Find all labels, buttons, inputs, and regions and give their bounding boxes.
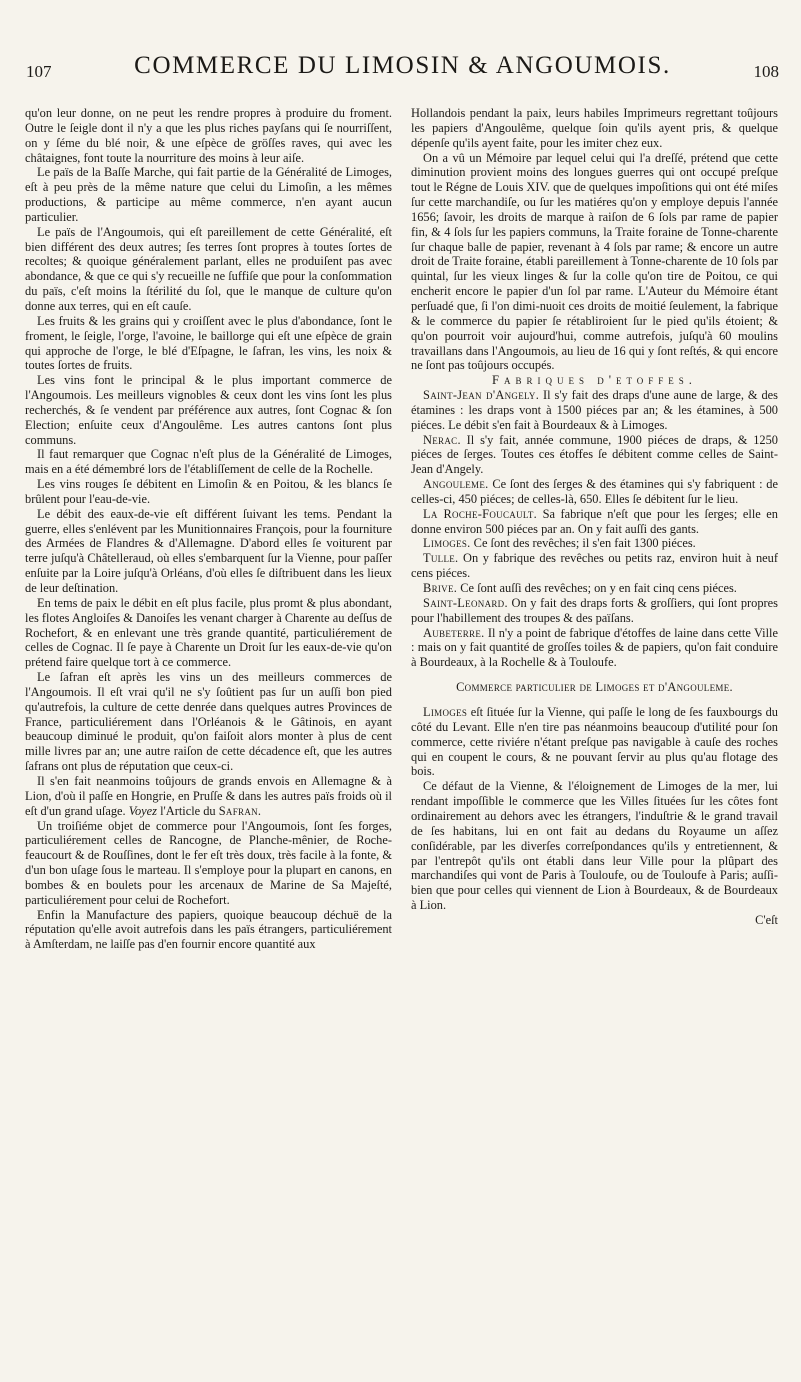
paragraph: Il faut remarquer que Cognac n'eſt plus de la Généralité de Limoges, mais en a été démembré lors de l'établiſſement de celle de la Rochelle. bbox=[25, 447, 392, 477]
place-name: Aubeterre. bbox=[423, 625, 485, 640]
running-title: COMMERCE DU LIMOSIN & ANGOUMOIS. bbox=[134, 52, 671, 79]
paragraph: Le païs de la Baſſe Marche, qui fait partie de la Généralité de Limoges, eſt à peu près de la même nature que celui du Limoſin, a les mêmes productions, & participe au même commerce, n'en ayant aucun particulier. bbox=[25, 165, 392, 224]
paragraph: Le débit des eaux-de-vie eſt différent ſuivant les tems. Pendant la guerre, elles s'enlévent par les Munitionnaires François, pour la fourniture des Armées de Flandres & d'Allemagne. D'abord elles ſe voiturent par terre juſqu'à Châtelleraud, où elles s'embarquent ſur la Vienne, pour paſſer enſuite par la Loire juſqu'à Orléans, d'où elles ſe diſtribuent dans les lieux de leur deſtination. bbox=[25, 506, 392, 595]
paragraph-text: eſt ſituée ſur la Vienne, qui paſſe le long de ſes fauxbourgs du côté du Levant. Elle n'en tire pas néanmoins beaucoup d'utilité pour ſon commerce, cette riviére n'étant preſque pas navigable à cauſe des roches qui en coupent le cours, & ne pouvant ſervir au plus qu'au flotage des bois. bbox=[411, 705, 778, 779]
page-header bbox=[26, 52, 779, 88]
section-heading-fabriques: Fabriques d'etoffes. bbox=[492, 373, 697, 388]
entry-limoges bbox=[411, 536, 778, 551]
entry-text: On y fabrique des revêches ou petits raz, environ huit à neuf cens piéces. bbox=[411, 551, 778, 581]
entry-text: Il s'y fait, année commune, 1900 piéces de draps, & 1250 piéces de ſerges. Toutes ces étoffes ſe débitent comme celles de Saint-Jean d'Angely. bbox=[411, 432, 778, 477]
paragraph: Les vins rouges ſe débitent en Limoſin & en Poitou, & les blancs ſe brûlent pour l'eau-de-vie. bbox=[25, 477, 392, 506]
entry-roche-foucault bbox=[411, 507, 778, 537]
paragraph: Les fruits & les grains qui y croiſſent avec le plus d'abondance, ſont le froment, le ſeigle, l'orge, l'avoine, le baillorge qui eſt une eſpèce de grain qui approche de l'orge, le blé d'Eſpagne, le ſafran, les vins, les noix & toutes ſortes de fruits. bbox=[25, 313, 392, 373]
section-heading-commerce: Commerce particulier de Limoges et d'Angouleme. bbox=[456, 680, 733, 695]
entry-text: Il s'y fait des draps d'une aune de large, & des étamines : les draps vont à 1500 piéces par an; & les étamines, à 500 piéces. Le débit s'en fait à Bourdeaux & à Limoges. bbox=[411, 388, 778, 432]
paragraph: Hollandois pendant la paix, leurs habiles Imprimeurs regrettant toûjours les papiers d'Angoulême, quelque ſoin qu'ils ayent pris, & quelque dépenſe qu'ils ayent faite, pour les imiter chez eux. bbox=[411, 106, 778, 150]
entry-angouleme bbox=[411, 477, 778, 507]
right-column bbox=[411, 106, 778, 1366]
entry-brive bbox=[411, 581, 778, 596]
entry-saint-jean bbox=[411, 388, 778, 433]
paragraph: qu'on leur donne, on ne peut les rendre propres à produire du froment. Outre le ſeigle dont il n'y a que les plus riches payſans qui ſe nourriſſent, on y ſéme du blé noir, & une eſpèce de gröſſes raves, qui avec les châtaignes, font toute la nourriture des moins à leur aiſe. bbox=[25, 106, 392, 165]
entry-text: Ce ſont auſſi des revêches; on y en fait cinq cens piéces. bbox=[457, 581, 737, 595]
paragraph bbox=[411, 705, 778, 779]
page-number-right: 108 bbox=[753, 62, 779, 81]
entry-saint-leonard bbox=[411, 596, 778, 626]
left-column bbox=[25, 106, 392, 1366]
place-name: La Roche-Foucault. bbox=[423, 506, 538, 521]
entry-tulle bbox=[411, 551, 778, 581]
entry-text: Sa fabrique n'eſt que pour les ſerges; elle en donne environ 500 piéces par an. On y fait auſſi des gants. bbox=[411, 506, 778, 536]
paragraph: Un troiſiéme objet de commerce pour l'Angoumois, ſont ſes forges, particuliérement celles de Rancogne, de Planche-mênier, de Roche-feaucourt & de Rouſſines, dont le fer eſt très doux, très facile à la fonte, & d'un bon uſage ſous le marteau. Il s'employe pour la plupart en canons, en bombes & en boulets pour les arcenaux de Marine de Sa Majeſté, particuliérement pour celui de Rochefort. bbox=[25, 818, 392, 907]
place-name: Nerac. bbox=[423, 432, 461, 447]
entry-text: On y fait des draps forts & groſſiers, qui ſont propres pour l'habillement des troupes & des païſans. bbox=[411, 595, 778, 625]
entry-text: Ce ſont des revêches; il s'en fait 1300 piéces. bbox=[470, 536, 696, 551]
place-name: Brive. bbox=[423, 581, 458, 595]
paragraph-text: l'Article du bbox=[156, 803, 219, 818]
place-name: Limoges. bbox=[423, 536, 471, 551]
entry-aubeterre bbox=[411, 626, 778, 671]
paragraph: On a vû un Mémoire par lequel celui qui l'a dreſſé, prétend que cette diminution provient moins des longues guerres qui ont occupé preſque tout le Régne de Louis XIV. que de quelques impoſitions qui ont été miſes ſur cette marchandiſe, ou ſur les matiéres qu'on y employe depuis l'année 1656; ſavoir, les droits de marque à raiſon de 6 ſols par rame de papier fin, & 4 ſols ſur les papiers communs, la Traite foraine de Tonne-charente ſur chaque balle de papier, revenant à 4 ſols par rame; & encore un autre droit de Traite foraine, établi pareillement à Tonne-charente de 10 ſols par quintal, ſur les vieux linges & ſur la colle qu'on tire de Poitou, ce qui encherit encore le papier d'un ſol par rame. L'Auteur du Mémoire étant perſuadé que, ſi l'on dimi-nuoit ces droits de moitié ſeulement, la fabrique & le commerce du papier ſe rétabliroient ſur le pied qu'ils étoient; & qu'on pourroit voir aujourd'hui, comme autrefois, juſqu'à 60 moulins travaillans dans l'Angoumois, au lieu de 16 qui y ſont reſtés, & qui encore ne ſont pas toûjours occupés. bbox=[411, 150, 778, 373]
paragraph: Les vins font le principal & le plus important commerce de l'Angoumois. Les meilleurs vignobles & ceux dont les vins ſont les plus recherchés, & ſe vendent par préférence aux autres, ſont Cognac & ſon Election; enſuite ceux d'Angoulême. Les autres cantons ſont plus communs. bbox=[25, 373, 392, 447]
entry-text: Il n'y a point de fabrique d'étoffes de laine dans cette Ville : mais on y fait quantité de groſſes toiles & de papiers, qu'on fait conduire à Bourdeaux, à la Rochelle & à Touloufe. bbox=[411, 625, 778, 670]
paragraph-text: Il s'en fait neanmoins toûjours de grands envois en Allemagne & à Lion, d'où il paſſe en Hongrie, en Pruſſe & dans les autres païs froids où il eſt d'un grand uſage. bbox=[25, 773, 392, 818]
place-name: Saint-Leonard. bbox=[423, 595, 508, 610]
paragraph: Le païs de l'Angoumois, qui eſt pareillement de cette Généralité, eſt bien différent des deux autres; ſes terres ſont propres à toutes ſortes de recoltes; & quoique généralement parlant, elles ne produiſent pas avec abondance, & que ce qui s'y recueille ne ſuffiſe que pour la conſommation du païs, c'eſt moins la ſtérilité du ſol, que le manque de culture qu'on donne aux terres, qui en eſt cauſe. bbox=[25, 224, 392, 313]
paragraph: Enfin la Manufacture des papiers, quoique beaucoup déchuë de la réputation qu'elle avoit autrefois dans les païs étrangers, particuliérement à Amſterdam, ne laiſſe pas d'en fournir encore quantité aux bbox=[25, 907, 392, 952]
entry-nerac bbox=[411, 433, 778, 478]
paragraph: Le ſafran eſt après les vins un des meilleurs commerces de l'Angoumois. Il eſt vrai qu'il ne s'y ſoûtient pas ſur un auſſi bon pied qu'autrefois, la culture de cette denrée dans quelques autres Provinces de France, particuliérement dans l'Orléanois & le Gâtinois, en ayant beaucoup diminué le produit, qu'on faiſoit alors monter à plus de cent mille livres par an; une autre raiſon de cette décadence eſt, que les autres ſafrans ont plus de réputation que ceux-ci. bbox=[25, 670, 392, 774]
page-number-left: 107 bbox=[26, 62, 52, 81]
article-reference: Safran. bbox=[218, 803, 262, 818]
place-name: Tulle. bbox=[423, 551, 459, 566]
entry-text: Ce ſont des ſerges & des étamines qui s'y fabriquent : de celles-ci, 450 piéces; de celles-là, 650. Elles ſe débitent ſur le lieu. bbox=[411, 477, 778, 506]
cross-reference: Voyez bbox=[128, 803, 157, 818]
catchword: C'eſt bbox=[755, 912, 778, 927]
place-name: Saint-Jean d'Angely. bbox=[423, 388, 540, 403]
paragraph bbox=[25, 774, 392, 819]
place-name: Limoges bbox=[423, 705, 468, 720]
place-name: Angouleme. bbox=[423, 477, 489, 492]
paragraph: Ce défaut de la Vienne, & l'éloignement de Limoges de la mer, lui rendant impoſſible le commerce que les Villes ſituées ſur les côtes font ordinairement au dehors avec les étrangers, l'induſtrie & le grand travail de ſes habitans, lui en ont fait au dedans du Royaume un aſſez conſidérable, par les diverſes correſpondances qu'ils y entretiennent, & par l'entrepôt qu'ils ont établi dans leur Ville pour la plûpart des marchandiſes qui vont de Paris à Touloufe, ou de Touloufe à Paris; auſſi-bien que pour celles qui viennent de Lion à Bourdeaux, & de Bourdeaux à Lion. bbox=[411, 779, 778, 913]
paragraph: En tems de paix le débit en eſt plus facile, plus promt & plus abondant, les flotes Angloiſes & Danoiſes les venant charger à Charente au deſſus de Rochefort, & en enlevant une très grande quantité, particuliérement de celles de Cognac. Il ſe paye à Charente un Droit ſur les eaux-de-vie qu'on prétend faire quelque tort à ce commerce. bbox=[25, 595, 392, 670]
